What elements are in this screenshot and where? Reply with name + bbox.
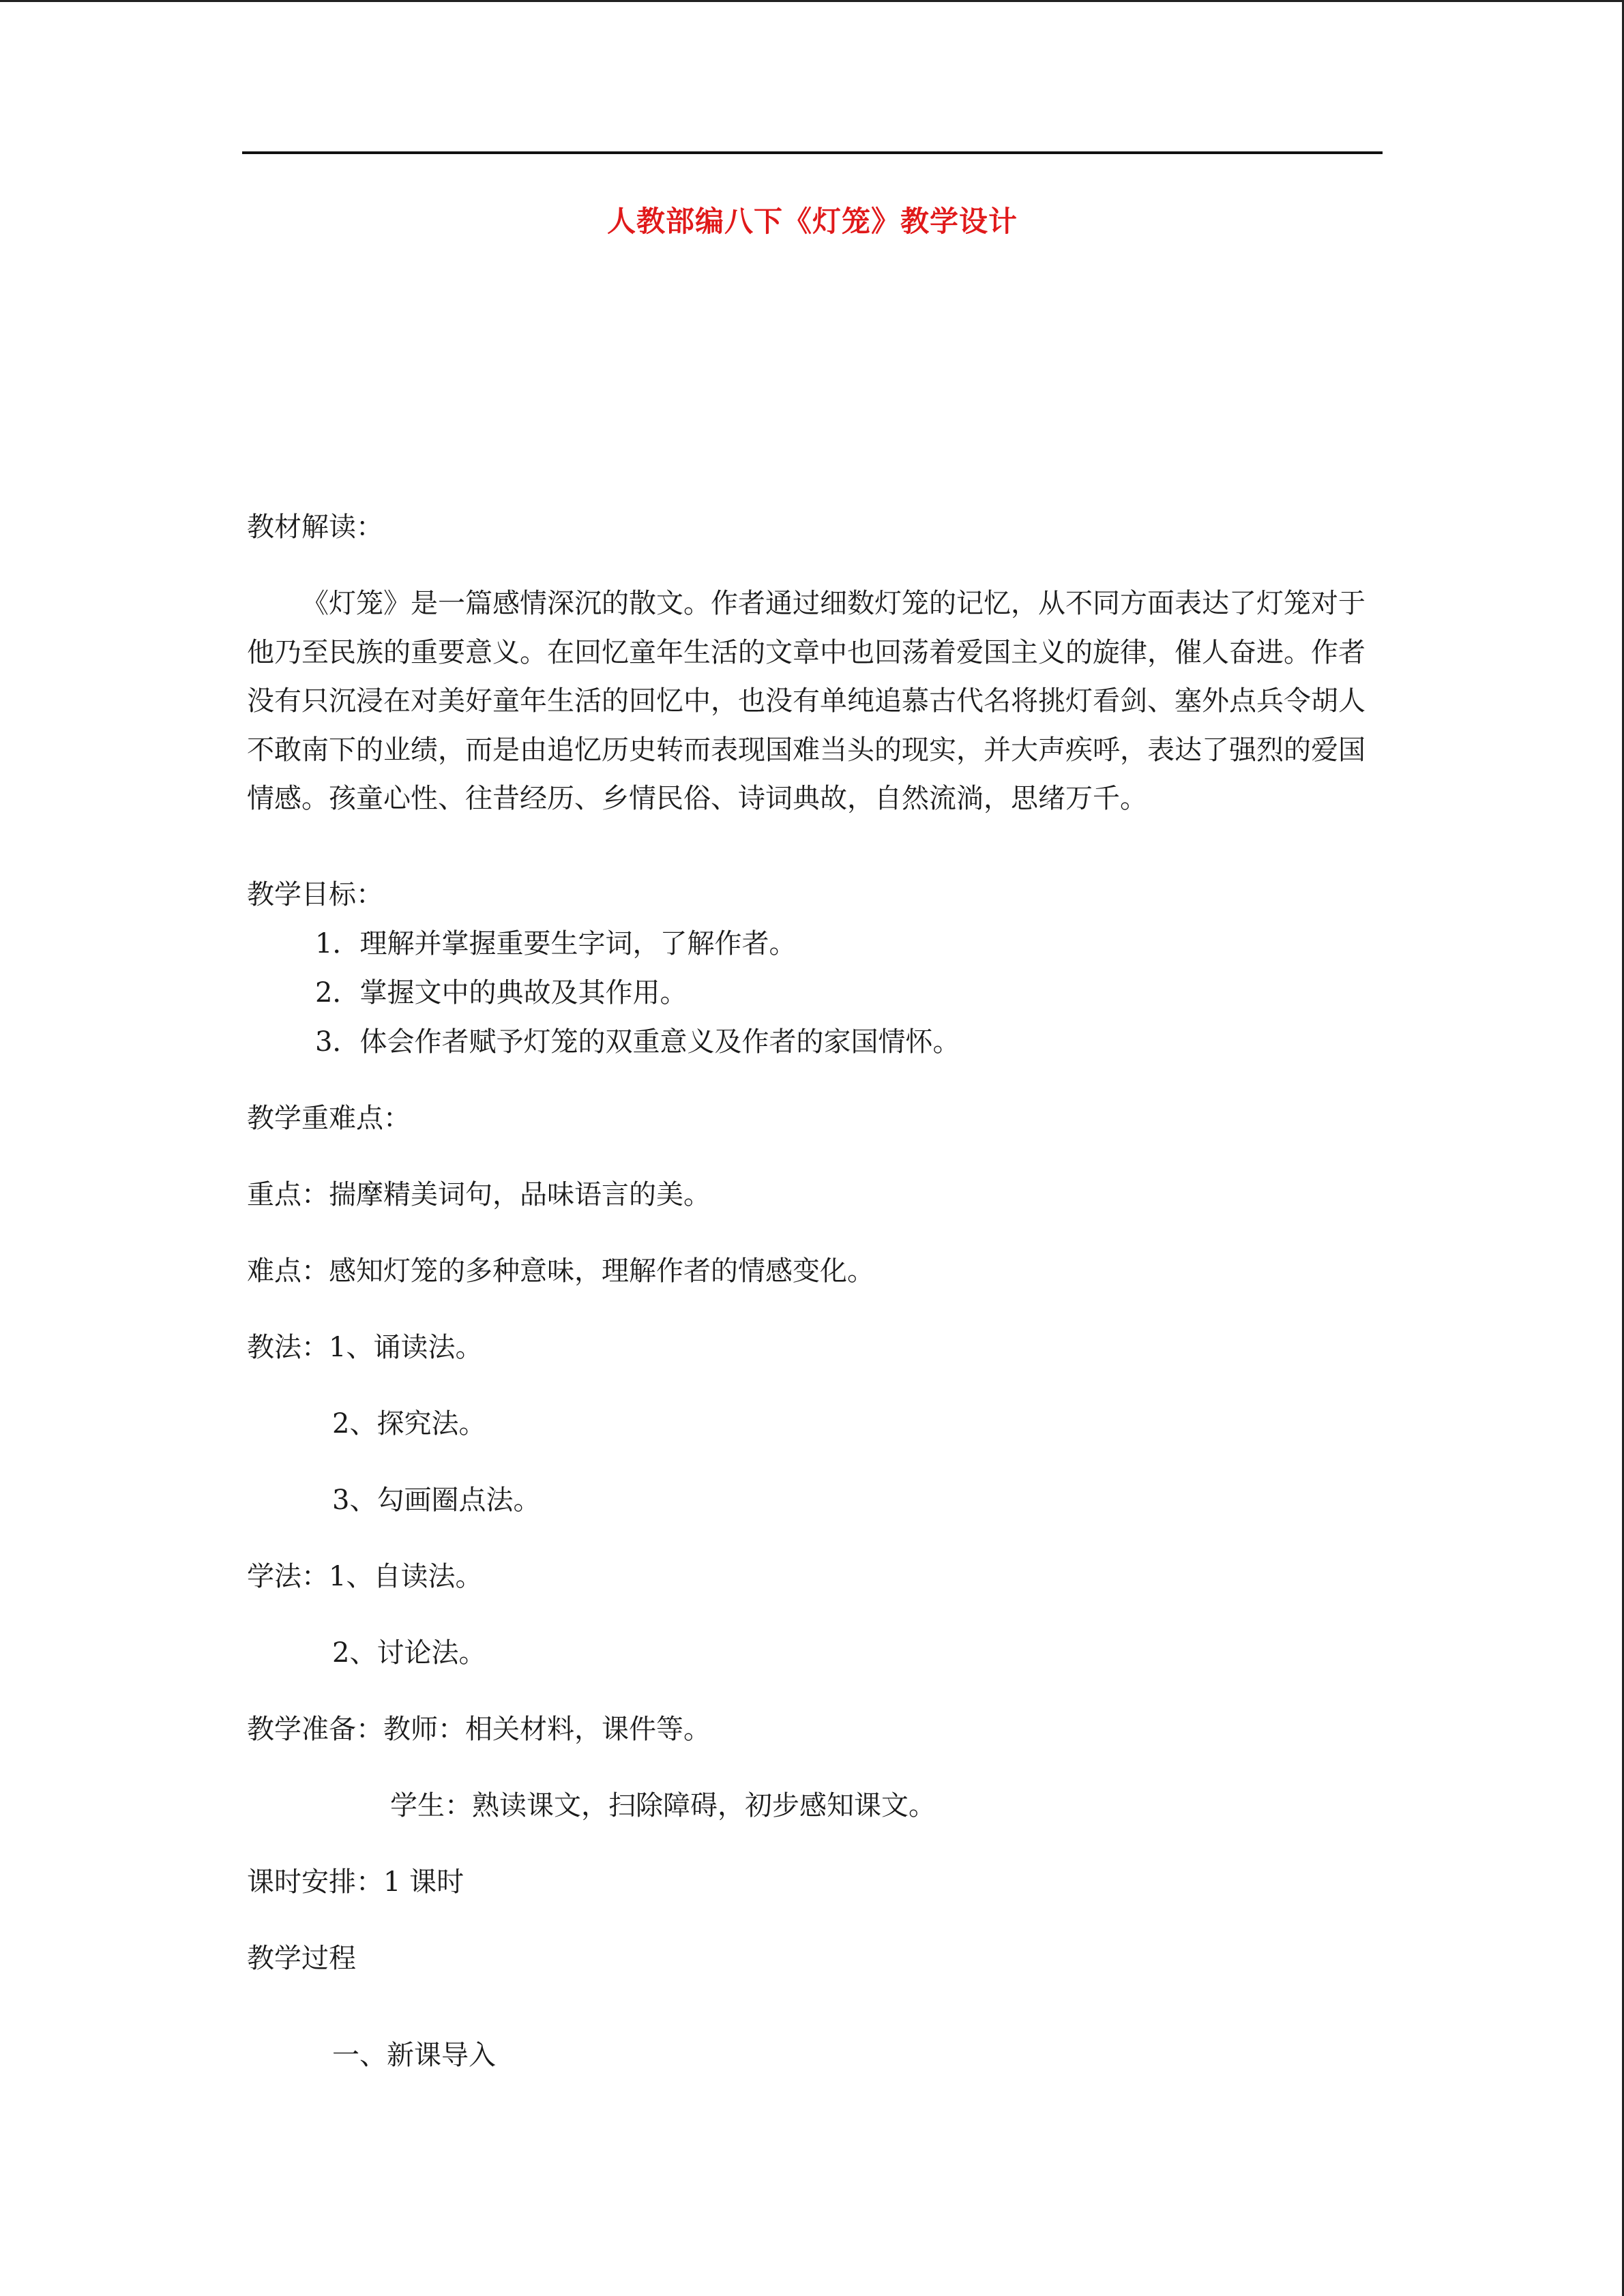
goals-heading: 教学目标：: [247, 879, 383, 910]
goal-item: 3．体会作者赋予灯笼的双重意义及作者的家国情怀。: [315, 1026, 960, 1058]
schedule: 课时安排：1 课时: [247, 1866, 464, 1898]
section-heading: 一、新课导入: [332, 2040, 496, 2071]
goal-item: 2．掌握文中的典故及其作用。: [315, 977, 688, 1009]
textbook-paragraph: 《灯笼》是一篇感情深沉的散文。作者通过细数灯笼的记忆，从不同方面表达了灯笼对于他乃至民族的重要意义。在回忆童年生活的文章中也回荡着爱国主义的旋律，催人奋进。作者没有只沉浸在对美好童年生活的回忆中，也没有单纯追慕古代名将挑灯看剑、塞外点兵令胡人不敢南下的业绩，而是由追忆历史转而表现国难当头的现实，并大声疾呼，表达了强烈的爱国情感。孩童心性、往昔经历、乡情民俗、诗词典故，自然流淌，思绪万千。: [247, 588, 1365, 814]
key-points-heading: 教学重难点：: [247, 1103, 411, 1134]
teaching-method: 2、探究法。: [332, 1408, 486, 1440]
difficult-point: 难点：感知灯笼的多种意味，理解作者的情感变化。: [247, 1255, 874, 1287]
header-rule: [242, 151, 1383, 154]
textbook-heading: 教材解读：: [247, 511, 383, 543]
learning-method: 2、讨论法。: [332, 1637, 486, 1669]
preparation-teacher: 教学准备：教师：相关材料，课件等。: [247, 1714, 711, 1745]
teaching-method: 教法：1、诵读法。: [247, 1332, 483, 1363]
preparation-student: 学生：熟读课文，扫除障碍，初步感知课文。: [390, 1790, 936, 1821]
teaching-method: 3、勾画圈点法。: [332, 1485, 541, 1516]
document-title: 人教部编八下《灯笼》教学设计: [606, 205, 1018, 238]
learning-method: 学法：1、自读法。: [247, 1561, 483, 1592]
key-point: 重点：揣摩精美词句，品味语言的美。: [247, 1179, 711, 1210]
goal-item: 1．理解并掌握重要生字词，了解作者。: [315, 928, 797, 959]
process-heading: 教学过程: [247, 1943, 356, 1974]
